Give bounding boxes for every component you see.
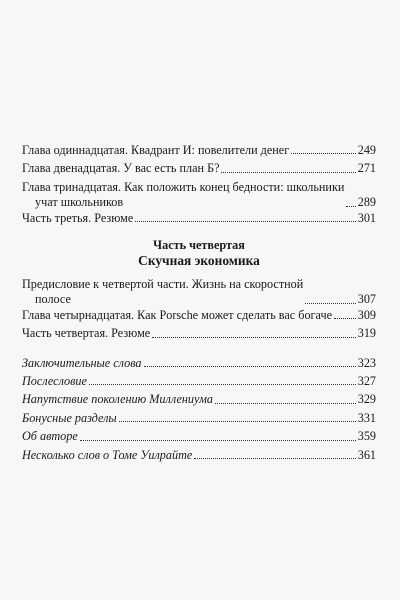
toc-entry-page: 329 [357, 392, 376, 407]
toc-entry-title: Несколько слов о Томе Уилрайте [22, 447, 193, 462]
toc-entry-page: 249 [357, 143, 376, 157]
part-heading: Часть четвертая [153, 238, 245, 253]
toc-entry-millennium[interactable] [22, 392, 376, 407]
toc-entry-page: 307 [357, 292, 376, 307]
toc-entry-part3-summary[interactable] [22, 211, 376, 226]
toc-entry-title: Глава четырнадцатая. Как Porsche может сделать вас богаче [22, 307, 333, 322]
part-subtitle: Скучная экономика [138, 253, 260, 269]
toc-entry-title: Часть четвертая. Резюме [22, 326, 151, 341]
toc-entry-page: 331 [357, 410, 376, 425]
toc-entry-title-line2: учат школьников [35, 195, 124, 210]
dot-leader [291, 152, 356, 154]
toc-entry-title: Послесловие [22, 374, 87, 389]
toc-entry-title: Об авторе [22, 429, 78, 444]
toc-entry-part4-preface[interactable] [22, 277, 376, 308]
dot-leader [305, 302, 355, 304]
dot-leader [346, 205, 355, 207]
dot-leader [215, 402, 356, 404]
toc-entry-page: 271 [357, 161, 376, 176]
dot-leader [80, 439, 356, 441]
toc-entry-title: Глава одиннадцатая. Квадрант И: повелители денег [22, 143, 290, 157]
toc-entry-page: 289 [357, 195, 376, 210]
toc-entry-title-line2: полосе [35, 292, 71, 307]
toc-entry-title: Напутствие поколению Миллениума [22, 392, 213, 407]
toc-entry-chapter-11[interactable] [22, 143, 376, 158]
toc-entry-title: Заключительные слова [22, 355, 142, 370]
toc-entry-title: Бонусные разделы [22, 410, 117, 425]
toc-entry-page: 301 [357, 210, 376, 225]
toc-entry-page: 361 [357, 447, 376, 462]
toc-entry-bonus[interactable] [22, 411, 376, 426]
spacer [22, 342, 376, 356]
dot-leader [89, 383, 356, 385]
toc-entry-chapter-14[interactable] [22, 308, 376, 323]
toc-entry-title [22, 277, 303, 308]
dot-leader [194, 457, 355, 459]
dot-leader [135, 220, 355, 222]
dot-leader [152, 336, 356, 338]
toc-entry-page: 309 [357, 307, 376, 322]
toc-entry-page: 359 [357, 429, 376, 444]
toc-entry-page: 319 [357, 326, 376, 341]
toc-entry-title: Часть третья. Резюме [22, 210, 134, 225]
dot-leader [221, 171, 355, 173]
table-of-contents [22, 143, 376, 463]
toc-entry-chapter-12[interactable] [22, 161, 376, 176]
toc-entry-page: 327 [357, 374, 376, 389]
toc-entry-page: 323 [357, 355, 376, 370]
toc-entry-chapter-13[interactable] [22, 180, 376, 211]
dot-leader [334, 317, 356, 319]
toc-entry-title: Глава двенадцатая. У вас есть план Б? [22, 161, 220, 176]
toc-entry-title-line1: Предисловие к четвертой части. Жизнь на скоростной [22, 277, 304, 292]
toc-entry-title [22, 180, 344, 211]
toc-entry-about-author[interactable] [22, 429, 376, 444]
toc-entry-part4-summary[interactable] [22, 326, 376, 341]
toc-entry-closing-words[interactable] [22, 356, 376, 371]
toc-entry-title-line1: Глава тринадцатая. Как положить конец бедности: школьники [22, 179, 345, 194]
dot-leader [144, 365, 356, 367]
dot-leader [119, 420, 356, 422]
toc-entry-afterword[interactable] [22, 374, 376, 389]
toc-entry-tom-wheelwright[interactable] [22, 448, 376, 463]
